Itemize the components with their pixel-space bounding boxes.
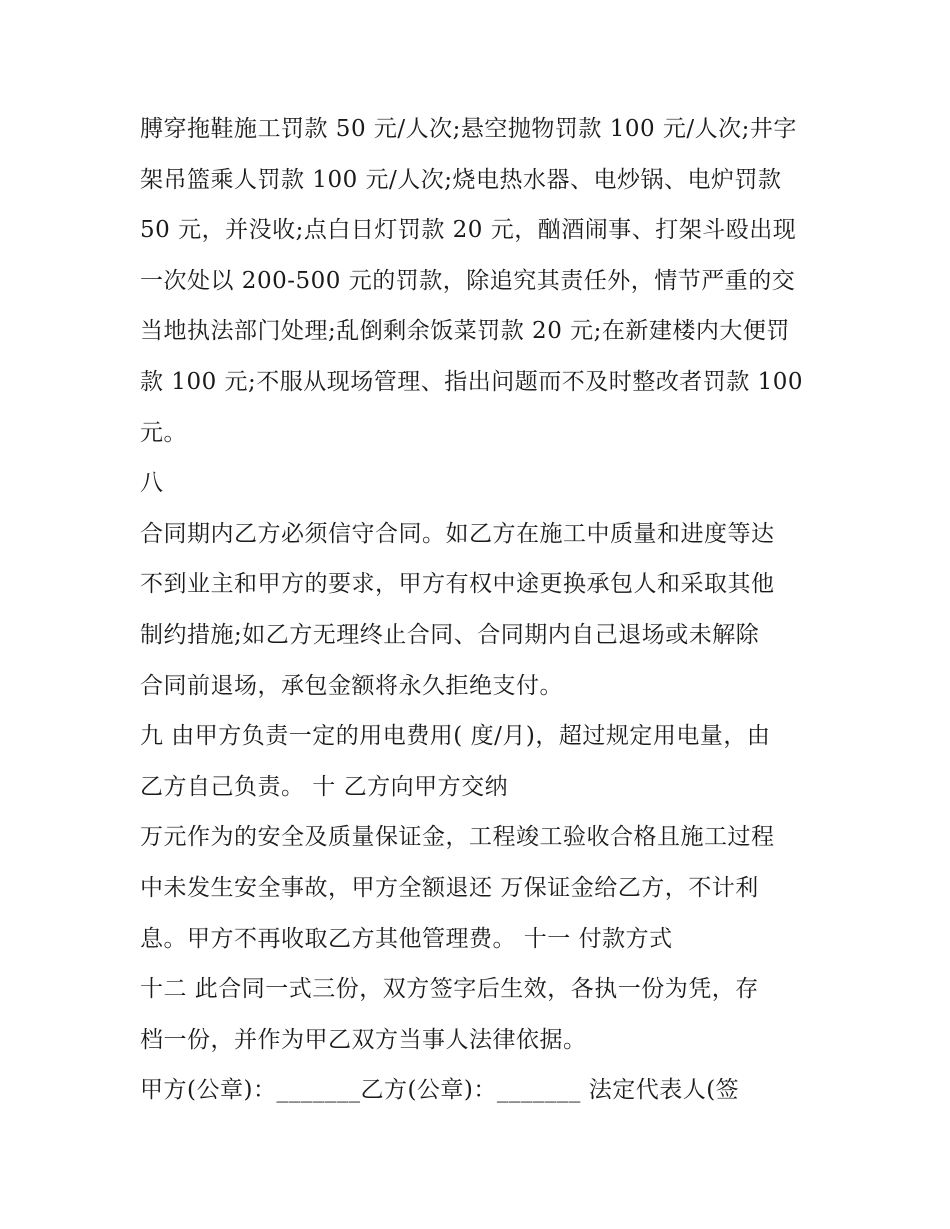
text-line: 架吊篮乘人罚款 100 元/人次;烧电热水器、电炒锅、电炉罚款: [140, 166, 782, 193]
text-line: 50 元，并没收;点白日灯罚款 20 元，酗酒闹事、打架斗殴出现: [140, 217, 797, 244]
text-line: 当地执法部门处理;乱倒剩余饭菜罚款 20 元;在新建楼内大便罚: [140, 318, 790, 345]
text-line: 膊穿拖鞋施工罚款 50 元/人次;悬空抛物罚款 100 元/人次;井字: [140, 116, 797, 142]
text-line: 万元作为的安全及质量保证金，工程竣工验收合格且施工过程: [140, 824, 775, 851]
text-line: 元。: [140, 419, 187, 446]
text-line: 档一份，并作为甲乙双方当事人法律依据。: [140, 1026, 587, 1053]
text-line: 合同前退场，承包金额将永久拒绝支付。: [140, 672, 563, 699]
text-line: 合同期内乙方必须信守合同。如乙方在施工中质量和进度等达: [140, 520, 775, 547]
text-line: 乙方自己负责。 十 乙方向甲方交纳: [140, 773, 509, 800]
section-heading: 八: [140, 470, 164, 497]
text-line: 款 100 元;不服从现场管理、指出问题而不及时整改者罚款 100: [140, 368, 803, 395]
signature-line: 甲方(公章)：_______乙方(公章)：_______ 法定代表人(签: [140, 1077, 740, 1104]
contract-body: [140, 104, 812, 1116]
text-line: 一次处以 200-500 元的罚款，除追究其责任外，情节严重的交: [140, 267, 796, 294]
text-line: 不到业主和甲方的要求，甲方有权中途更换承包人和采取其他: [140, 571, 775, 598]
text-line: 中未发生安全事故，甲方全额退还 万保证金给乙方，不计利: [140, 874, 759, 901]
text-line: 制约措施;如乙方无理终止合同、合同期内自己退场或未解除: [140, 621, 760, 648]
text-line: 九 由甲方负责一定的用电费用( 度/月)，超过规定用电量，由: [140, 723, 771, 750]
text-line: 十二 此合同一式三份，双方签字后生效，各执一份为凭，存: [140, 976, 759, 1003]
text-line: 息。甲方不再收取乙方其他管理费。 十一 付款方式: [140, 925, 673, 952]
